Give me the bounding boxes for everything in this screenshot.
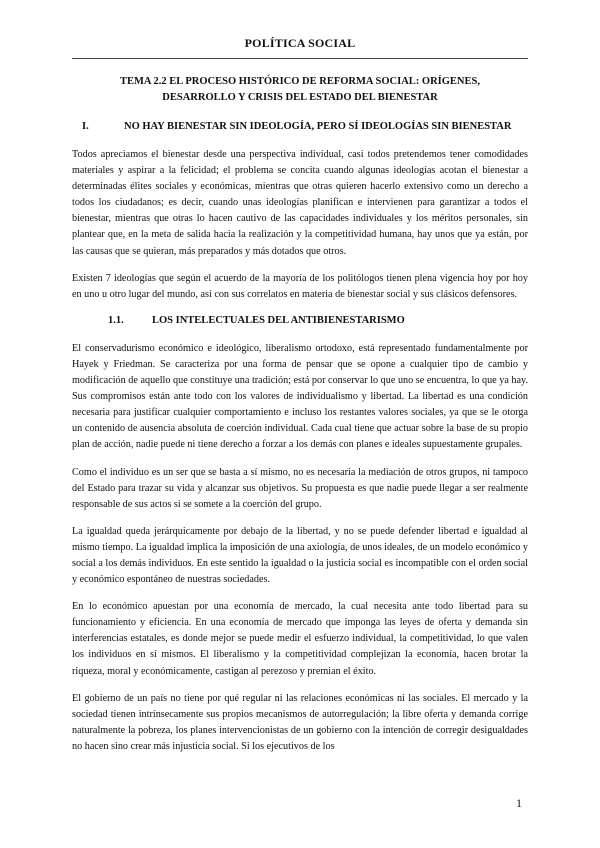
paragraph: El conservadurismo económico e ideológico, liberalismo ortodoxo, está representado fundamentalmente por Hayek y Friedman. Se caracteriza por una forma de pensar que se opone a cualquier tipo de cambio y modificación de aquello que constituye una tradición; está por conservar lo que uno se encuentra, lo que ya hay. Sus compromisos están ante todo con los valores de individualismo y libertad. La libertad es una condición necesaria para justificar cualquier comportamiento e incluso los restantes valores sociales, ya que se le otorga un contenido de ausencia absoluta de coerción individual. Cada cual tiene que actuar sobre la base de su propio plan de acción, nadie puede ni tiene derecho a forzar a los demás con planes e ideales supuestamente grupales.: [72, 342, 528, 451]
paragraph: Como el individuo es un ser que se basta a sí mismo, no es necesaria la mediación de otros grupos, ni tampoco del Estado para trazar su vida y alcanzar sus objetivos. Su propuesta es que nadie puede llegar a ser realmente responsable de sus actos si se somete a la coerción del grupo.: [72, 466, 528, 510]
page-number: 1: [516, 796, 522, 810]
subsection-heading-1-1: [72, 314, 528, 328]
paragraph: Existen 7 ideologías que según el acuerdo de la mayoría de los politólogos tienen plena vigencia hoy por hoy en uno u otro lugar del mundo, así con sus correlatos en materia de bienestar social y sus clásicos defensores.: [72, 272, 528, 300]
paragraph: La igualdad queda jerárquicamente por debajo de la libertad, y no se puede defender libertad e igualdad al mismo tiempo. La igualdad implica la imposición de una axiología, de unos ideales, de un modelo económico y social a los demás individuos. En este sentido la igualdad o la justicia social es incompatible con el orden social y económico espontáneo de nuestras sociedades.: [72, 525, 528, 586]
header-rule: [72, 58, 528, 59]
section-heading-1: [72, 120, 528, 134]
running-header: POLÍTICA SOCIAL: [244, 36, 356, 50]
section-number: I.: [82, 121, 89, 132]
subsection-number: 1.1.: [108, 314, 124, 326]
document-title: [72, 74, 528, 106]
section-title: NO HAY BIENESTAR SIN IDEOLOGÍA, PERO SÍ IDEOLOGÍAS SIN BIENESTAR: [124, 121, 512, 132]
paragraph: En lo económico apuestan por una economía de mercado, la cual necesita ante todo libertad para su funcionamiento y eficiencia. En una economía de mercado que imponga las leyes de oferta y demanda sin interferencias estatales, es donde mejor se puede medir el esfuerzo individual, la competitividad, lo que valen los individuos en sí mismos. El liberalismo y la competitividad complejizan la economía, hacen brotar la riqueza, moral y económicamente, castigan al perezoso y premian el éxito.: [72, 601, 528, 677]
title-line-1: TEMA 2.2 EL PROCESO HISTÓRICO DE REFORMA SOCIAL: ORÍGENES,: [120, 76, 480, 87]
title-line-2: DESARROLLO Y CRISIS DEL ESTADO DEL BIENESTAR: [162, 92, 438, 103]
page-content: [72, 74, 528, 766]
paragraph: El gobierno de un país no tiene por qué regular ni las relaciones económicas ni las sociales. El mercado y la sociedad tienen intrínsecamente sus propios mecanismos de autorregulación; la libre oferta y demanda corrige naturalmente la pobreza, los planes intervencionistas de un gobierno con la intención de corregir desigualdades no hacen sino crear más injusticia social. Si los ejecutivos de los: [72, 692, 528, 752]
subsection-title: LOS INTELECTUALES DEL ANTIBIENESTARISMO: [152, 314, 405, 326]
paragraph: Todos apreciamos el bienestar desde una perspectiva individual, casi todos pretendemos tener comodidades materiales y aspirar a la felicidad; el problema se concita cuando algunas ideologías acotan el bienestar a determinadas élites sociales y económicas, mientras que otras quieren hacerlo extensivo como un derecho a todos los ciudadanos; es decir, cuando unas ideologías planifican e intervienen para garantizar a todos el bienestar, mientras que otras lo hacen cautivo de las capacidades individuales y los méritos personales, sin plantear que, en la meta de salida hacia la realización y la competitividad humana, hay unos que ya están, por las causas que se quieran, más preparados y más dotados que otros.: [72, 149, 528, 257]
